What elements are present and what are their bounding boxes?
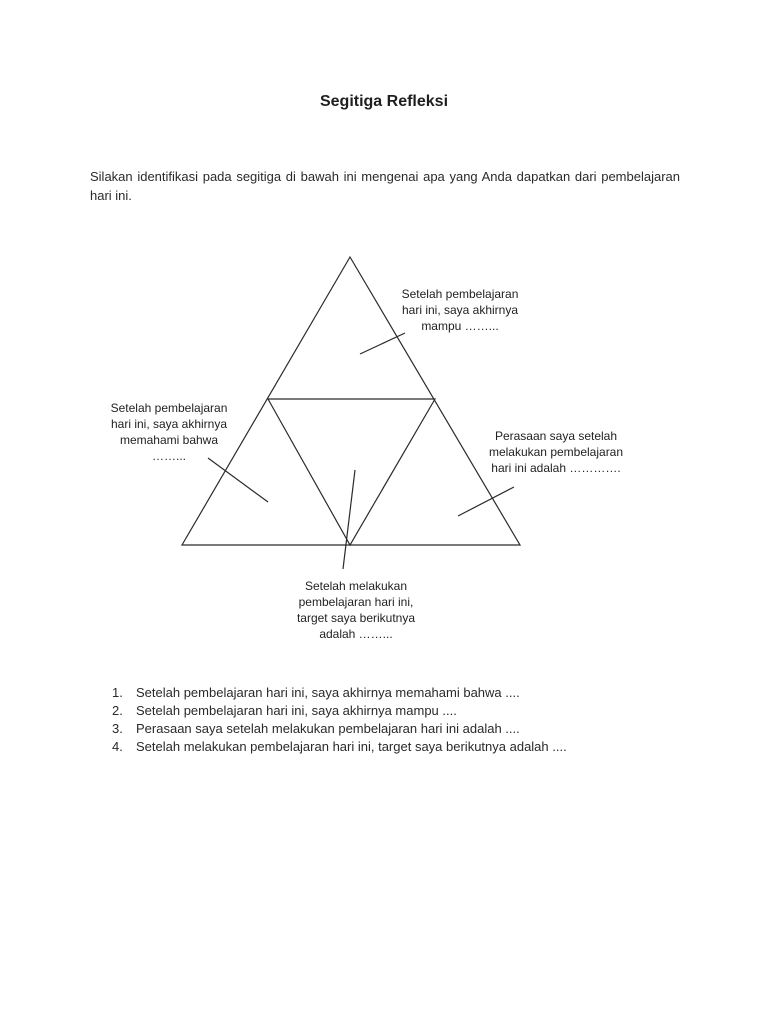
pointer-line-bottom [343,470,355,569]
label-line: mampu ……... [421,319,499,333]
intro-paragraph: Silakan identifikasi pada segitiga di bawah ini mengenai apa yang Anda dapatkan dari pembelajaran hari ini. [90,169,680,203]
list-number: 2. [112,703,123,718]
list-item [112,702,567,720]
label-left-section [96,400,242,464]
list-number: 3. [112,721,123,736]
list-text: Setelah melakukan pembelajaran hari ini, target saya berikutnya adalah .... [136,739,567,754]
label-line: hari ini, saya akhirnya [110,417,228,431]
list-number: 1. [112,685,123,700]
list-text: Perasaan saya setelah melakukan pembelajaran hari ini adalah .... [136,721,520,736]
inner-triangle [268,399,435,545]
label-line: Setelah pembelajaran [401,287,519,301]
label-top-section [398,286,522,334]
list-text: Setelah pembelajaran hari ini, saya akhirnya mampu .... [136,703,457,718]
pointer-line-left [208,458,268,502]
label-line: Perasaan saya setelah [494,429,618,443]
label-line: adalah ……... [319,627,393,641]
list-item [112,738,567,756]
label-line: ……... [151,449,186,463]
label-bottom-section [286,578,426,642]
label-line: Setelah pembelajaran [110,401,228,415]
list-text: Setelah pembelajaran hari ini, saya akhirnya memahami bahwa .... [136,685,520,700]
label-line: hari ini adalah …………. [491,461,621,475]
label-line: memahami bahwa [119,433,219,447]
label-line: melakukan pembelajaran [488,445,624,459]
question-list [112,684,567,756]
pointer-line-right [458,487,514,516]
pointer-line-top [360,333,405,354]
list-item [112,720,567,738]
label-line: target saya berikutnya [296,611,416,625]
page-title: Segitiga Refleksi [319,93,449,110]
label-line: Setelah melakukan [304,579,408,593]
label-line: pembelajaran hari ini, [298,595,414,609]
label-right-section [472,428,640,476]
list-number: 4. [112,739,123,754]
label-line: hari ini, saya akhirnya [401,303,519,317]
list-item [112,684,567,702]
